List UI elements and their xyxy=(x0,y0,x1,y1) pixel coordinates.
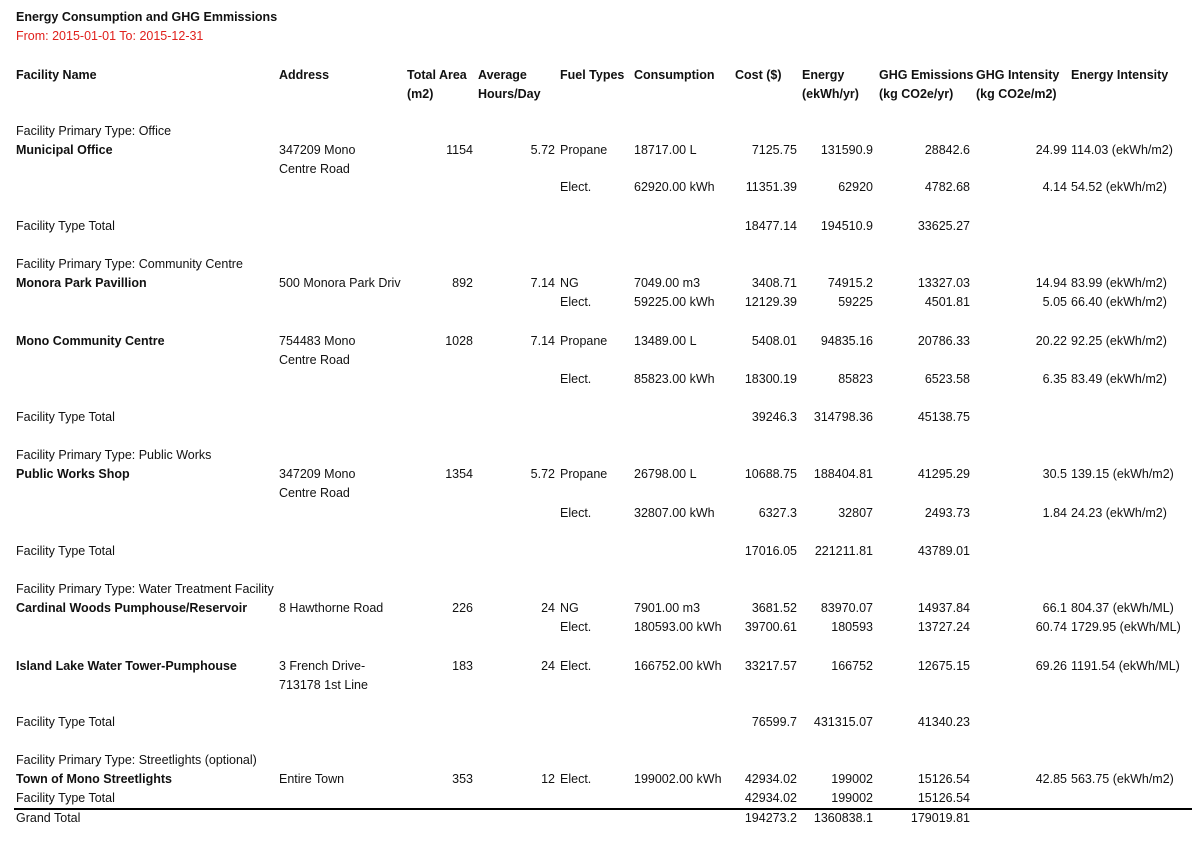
facility-name: Public Works Shop xyxy=(16,467,130,481)
fuel-ghg: 13727.24 xyxy=(917,620,970,634)
facility-address-line1: 3 French Drive- xyxy=(279,659,366,673)
header-total-area-line2: (m2) xyxy=(407,87,434,101)
facility-type-total-label: Facility Type Total xyxy=(16,715,115,729)
total-ghg: 15126.54 xyxy=(917,791,970,805)
fuel-ghg: 2493.73 xyxy=(924,506,970,520)
fuel-energy: 199002 xyxy=(831,772,873,786)
fuel-type: Elect. xyxy=(560,372,592,386)
total-cost: 76599.7 xyxy=(751,715,797,729)
facility-area: 1028 xyxy=(445,334,473,348)
facility-address-line2: 713178 1st Line xyxy=(279,678,368,692)
facility-type-label: Facility Primary Type: Public Works xyxy=(16,448,212,462)
fuel-energy-intensity: 1729.95 (ekWh/ML) xyxy=(1071,620,1181,634)
facility-area: 1354 xyxy=(445,467,473,481)
fuel-type: Elect. xyxy=(560,506,592,520)
facility-type-total-label: Facility Type Total xyxy=(16,544,115,558)
total-energy: 314798.36 xyxy=(813,410,873,424)
fuel-ghg: 28842.6 xyxy=(924,143,970,157)
header-consumption: Consumption xyxy=(634,68,715,82)
header-ghg-intensity-line1: GHG Intensity xyxy=(976,68,1060,82)
fuel-consumption: 13489.00 L xyxy=(634,334,697,348)
header-ghg-emissions xyxy=(879,66,973,104)
facility-name: Monora Park Pavillion xyxy=(16,276,147,290)
report-title: Energy Consumption and GHG Emmissions xyxy=(16,10,278,24)
header-ghg-emissions-line2: (kg CO2e/yr) xyxy=(879,87,954,101)
facility-hours: 7.14 xyxy=(530,334,555,348)
fuel-ghg-intensity: 4.14 xyxy=(1042,180,1067,194)
fuel-ghg-intensity: 14.94 xyxy=(1035,276,1067,290)
header-average-hours xyxy=(478,66,541,104)
fuel-cost: 6327.3 xyxy=(758,506,797,520)
fuel-type: NG xyxy=(560,276,579,290)
fuel-ghg: 4782.68 xyxy=(924,180,970,194)
facility-address-line1: 8 Hawthorne Road xyxy=(279,601,384,615)
fuel-cost: 11351.39 xyxy=(745,180,797,194)
fuel-cost: 7125.75 xyxy=(751,143,797,157)
fuel-type: Elect. xyxy=(560,620,592,634)
total-cost: 42934.02 xyxy=(744,791,797,805)
fuel-type: Propane xyxy=(560,467,608,481)
fuel-type: Elect. xyxy=(560,295,592,309)
header-ghg-intensity xyxy=(976,66,1059,104)
facility-type-total-label: Facility Type Total xyxy=(16,219,115,233)
facility-type-label: Facility Primary Type: Water Treatment Facility xyxy=(16,582,274,596)
facility-type-label: Facility Primary Type: Streetlights (optional) xyxy=(16,753,257,767)
fuel-consumption: 166752.00 kWh xyxy=(634,659,722,673)
header-energy-intensity: Energy Intensity xyxy=(1071,68,1169,82)
facility-address-line2: Centre Road xyxy=(279,353,350,367)
facility-name: Cardinal Woods Pumphouse/Reservoir xyxy=(16,601,248,615)
facility-address-line1: 754483 Mono xyxy=(279,334,356,348)
facility-name: Island Lake Water Tower-Pumphouse xyxy=(16,659,237,673)
facility-address-line1: 500 Monora Park Driv xyxy=(279,276,401,290)
fuel-ghg-intensity: 20.22 xyxy=(1035,334,1067,348)
facility-address-line1: 347209 Mono xyxy=(279,467,356,481)
fuel-energy: 94835.16 xyxy=(820,334,873,348)
facility-type-total-label: Facility Type Total xyxy=(16,791,115,805)
fuel-ghg-intensity: 1.84 xyxy=(1042,506,1067,520)
fuel-ghg: 15126.54 xyxy=(917,772,970,786)
facility-area: 1154 xyxy=(446,143,473,157)
facility-address-line1: 347209 Mono xyxy=(279,143,356,157)
facility-name: Mono Community Centre xyxy=(16,334,165,348)
fuel-ghg: 41295.29 xyxy=(917,467,970,481)
fuel-consumption: 18717.00 L xyxy=(634,143,697,157)
total-energy: 431315.07 xyxy=(813,715,873,729)
header-ghg-intensity-line2: (kg CO2e/m2) xyxy=(976,87,1057,101)
grand-total-divider xyxy=(14,808,1192,810)
facility-area: 183 xyxy=(452,659,473,673)
fuel-ghg: 14937.84 xyxy=(917,601,970,615)
fuel-energy-intensity: 54.52 (ekWh/m2) xyxy=(1071,180,1167,194)
fuel-ghg: 13327.03 xyxy=(917,276,970,290)
facility-area: 353 xyxy=(452,772,473,786)
fuel-consumption: 7901.00 m3 xyxy=(634,601,701,615)
fuel-energy-intensity: 83.49 (ekWh/m2) xyxy=(1071,372,1167,386)
fuel-type: Propane xyxy=(560,334,608,348)
total-cost: 17016.05 xyxy=(744,544,797,558)
grand-total-energy: 1360838.1 xyxy=(813,811,873,825)
fuel-cost: 18300.19 xyxy=(744,372,797,386)
header-ghg-emissions-line1: GHG Emissions xyxy=(879,68,974,82)
grand-total-cost: 194273.2 xyxy=(744,811,797,825)
fuel-type: Propane xyxy=(560,143,608,157)
fuel-consumption: 85823.00 kWh xyxy=(634,372,715,386)
fuel-ghg-intensity: 6.35 xyxy=(1042,372,1067,386)
facility-address-line2: Centre Road xyxy=(279,162,350,176)
total-energy: 194510.9 xyxy=(820,219,873,233)
header-energy-line2: (ekWh/yr) xyxy=(802,87,859,101)
fuel-energy: 62920 xyxy=(838,180,873,194)
fuel-ghg-intensity: 60.74 xyxy=(1035,620,1067,634)
fuel-cost: 39700.61 xyxy=(744,620,797,634)
fuel-type: Elect. xyxy=(560,180,592,194)
fuel-consumption: 180593.00 kWh xyxy=(634,620,722,634)
facility-address-line2: Centre Road xyxy=(279,486,350,500)
fuel-energy: 59225 xyxy=(838,295,873,309)
fuel-consumption: 26798.00 L xyxy=(634,467,697,481)
fuel-cost: 3681.52 xyxy=(751,601,797,615)
facility-hours: 7.14 xyxy=(530,276,555,290)
fuel-consumption: 7049.00 m3 xyxy=(634,276,701,290)
fuel-energy: 188404.81 xyxy=(813,467,873,481)
fuel-energy: 166752 xyxy=(831,659,873,673)
fuel-consumption: 199002.00 kWh xyxy=(634,772,722,786)
facility-hours: 5.72 xyxy=(530,467,555,481)
fuel-energy: 83970.07 xyxy=(820,601,873,615)
fuel-cost: 5408.01 xyxy=(751,334,797,348)
total-cost: 39246.3 xyxy=(751,410,797,424)
facility-hours: 5.72 xyxy=(530,143,555,157)
fuel-ghg-intensity: 69.26 xyxy=(1035,659,1067,673)
facility-type-total-label: Facility Type Total xyxy=(16,410,115,424)
header-average-hours-line1: Average xyxy=(478,68,527,82)
fuel-energy: 85823 xyxy=(838,372,873,386)
header-fuel-types: Fuel Types xyxy=(560,68,625,82)
header-energy xyxy=(802,66,859,104)
fuel-consumption: 32807.00 kWh xyxy=(634,506,715,520)
facility-address-line1: Entire Town xyxy=(279,772,345,786)
fuel-ghg-intensity: 66.1 xyxy=(1042,601,1067,615)
fuel-cost: 33217.57 xyxy=(744,659,797,673)
header-facility-name: Facility Name xyxy=(16,68,97,82)
fuel-ghg: 6523.58 xyxy=(924,372,970,386)
total-ghg: 33625.27 xyxy=(917,219,970,233)
total-ghg: 41340.23 xyxy=(917,715,970,729)
facility-hours: 24 xyxy=(541,601,555,615)
fuel-cost: 3408.71 xyxy=(751,276,797,290)
facility-type-label: Facility Primary Type: Community Centre xyxy=(16,257,243,271)
report-date-range: From: 2015-01-01 To: 2015-12-31 xyxy=(16,29,204,43)
fuel-energy: 131590.9 xyxy=(820,143,873,157)
fuel-cost: 42934.02 xyxy=(744,772,797,786)
facility-area: 226 xyxy=(452,601,473,615)
facility-name: Town of Mono Streetlights xyxy=(16,772,172,786)
fuel-energy-intensity: 114.03 (ekWh/m2) xyxy=(1071,143,1173,157)
fuel-energy: 32807 xyxy=(838,506,873,520)
grand-total-label: Grand Total xyxy=(16,811,81,825)
fuel-consumption: 59225.00 kWh xyxy=(634,295,715,309)
total-cost: 18477.14 xyxy=(744,219,797,233)
facility-name: Municipal Office xyxy=(16,143,113,157)
fuel-energy-intensity: 92.25 (ekWh/m2) xyxy=(1071,334,1167,348)
fuel-consumption: 62920.00 kWh xyxy=(634,180,715,194)
header-energy-line1: Energy xyxy=(802,68,845,82)
fuel-energy-intensity: 83.99 (ekWh/m2) xyxy=(1071,276,1167,290)
fuel-ghg-intensity: 5.05 xyxy=(1042,295,1067,309)
fuel-cost: 12129.39 xyxy=(744,295,797,309)
fuel-type: Elect. xyxy=(560,772,592,786)
fuel-ghg: 20786.33 xyxy=(917,334,970,348)
header-total-area-line1: Total Area xyxy=(407,68,467,82)
facility-type-label: Facility Primary Type: Office xyxy=(16,124,172,138)
grand-total-ghg: 179019.81 xyxy=(910,811,970,825)
fuel-cost: 10688.75 xyxy=(744,467,797,481)
fuel-ghg-intensity: 42.85 xyxy=(1035,772,1067,786)
total-ghg: 43789.01 xyxy=(917,544,970,558)
header-address: Address xyxy=(279,68,330,82)
fuel-energy: 180593 xyxy=(831,620,873,634)
fuel-ghg: 4501.81 xyxy=(924,295,970,309)
facility-hours: 12 xyxy=(541,772,555,786)
fuel-energy-intensity: 563.75 (ekWh/m2) xyxy=(1071,772,1174,786)
header-total-area xyxy=(407,66,467,104)
facility-hours: 24 xyxy=(541,659,555,673)
fuel-ghg-intensity: 24.99 xyxy=(1035,143,1067,157)
fuel-energy-intensity: 804.37 (ekWh/ML) xyxy=(1071,601,1174,615)
fuel-energy-intensity: 66.40 (ekWh/m2) xyxy=(1071,295,1167,309)
total-energy: 199002 xyxy=(831,791,873,805)
header-average-hours-line2: Hours/Day xyxy=(478,87,541,101)
facility-area: 892 xyxy=(452,276,473,290)
fuel-energy: 74915.2 xyxy=(827,276,873,290)
fuel-energy-intensity: 1191.54 (ekWh/ML) xyxy=(1071,659,1180,673)
fuel-type: NG xyxy=(560,601,579,615)
fuel-ghg-intensity: 30.5 xyxy=(1042,467,1067,481)
total-energy: 221211.81 xyxy=(814,544,873,558)
total-ghg: 45138.75 xyxy=(917,410,970,424)
header-cost: Cost ($) xyxy=(735,68,782,82)
fuel-type: Elect. xyxy=(560,659,592,673)
fuel-energy-intensity: 139.15 (ekWh/m2) xyxy=(1071,467,1174,481)
fuel-energy-intensity: 24.23 (ekWh/m2) xyxy=(1071,506,1167,520)
fuel-ghg: 12675.15 xyxy=(917,659,970,673)
